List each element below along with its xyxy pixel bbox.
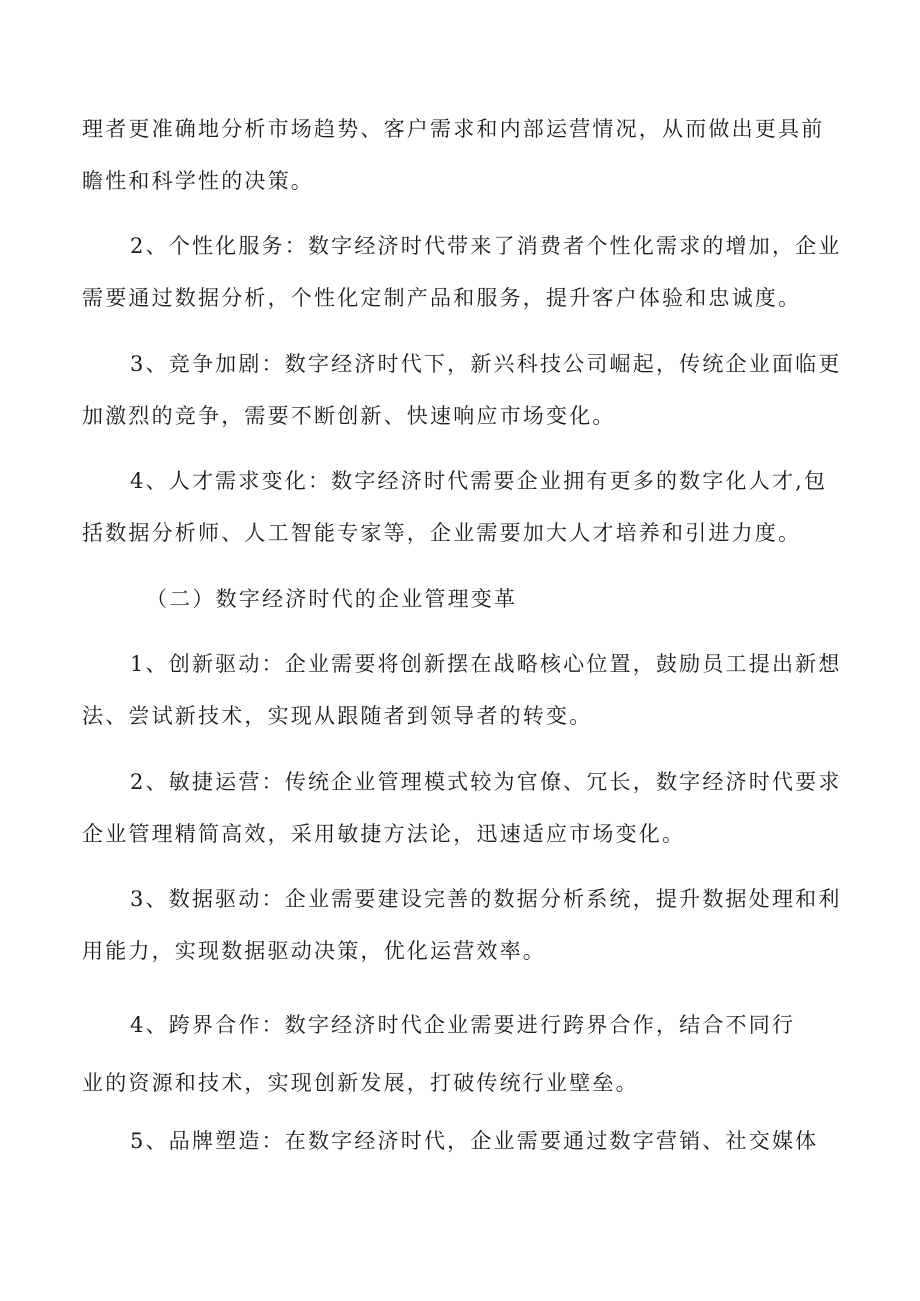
item-data-driven-line-2: 用能力，实现数据驱动决策，优化运营效率。 bbox=[82, 939, 546, 963]
item-competition-line-1: 3、竞争加剧：数字经济时代下，新兴科技公司崛起，传统企业面临更 bbox=[130, 352, 842, 376]
item-cross-border-line-2: 业的资源和技术，实现创新发展，打破传统行业壁垒。 bbox=[82, 1071, 639, 1095]
section-heading: （二）数字经济时代的企业管理变革 bbox=[146, 587, 518, 611]
item-innovation-line-2: 法、尝试新技术，实现从跟随者到领导者的转变。 bbox=[82, 704, 593, 728]
item-competition-line-2: 加激烈的竞争，需要不断创新、快速响应市场变化。 bbox=[82, 404, 616, 428]
paragraph-continuation-line-2: 瞻性和科学性的决策。 bbox=[82, 169, 314, 193]
item-agile-ops-line-2: 企业管理精简高效，采用敏捷方法论，迅速适应市场变化。 bbox=[82, 822, 686, 846]
item-cross-border-line-1: 4、跨界合作：数字经济时代企业需要进行跨界合作，结合不同行 bbox=[130, 1013, 796, 1037]
paragraph-continuation-line-1: 理者更准确地分析市场趋势、客户需求和内部运营情况，从而做出更具前 bbox=[82, 117, 825, 141]
item-personalized-service-line-1: 2、个性化服务：数字经济时代带来了消费者个性化需求的增加，企业 bbox=[130, 234, 842, 258]
item-agile-ops-line-1: 2、敏捷运营：传统企业管理模式较为官僚、冗长，数字经济时代要求 bbox=[130, 770, 842, 794]
item-branding-line-1: 5、品牌塑造：在数字经济时代，企业需要通过数字营销、社交媒体 bbox=[130, 1129, 819, 1153]
item-personalized-service-line-2: 需要通过数据分析，个性化定制产品和服务，提升客户体验和忠诚度。 bbox=[82, 286, 802, 310]
item-talent-demand-line-2: 括数据分析师、人工智能专家等，企业需要加大人才培养和引进力度。 bbox=[82, 521, 802, 545]
item-data-driven-line-1: 3、数据驱动：企业需要建设完善的数据分析系统，提升数据处理和利 bbox=[130, 887, 842, 911]
item-innovation-line-1: 1、创新驱动：企业需要将创新摆在战略核心位置，鼓励员工提出新想 bbox=[130, 652, 842, 676]
item-talent-demand-line-1: 4、人才需求变化：数字经济时代需要企业拥有更多的数字化人才,包 bbox=[130, 469, 828, 493]
